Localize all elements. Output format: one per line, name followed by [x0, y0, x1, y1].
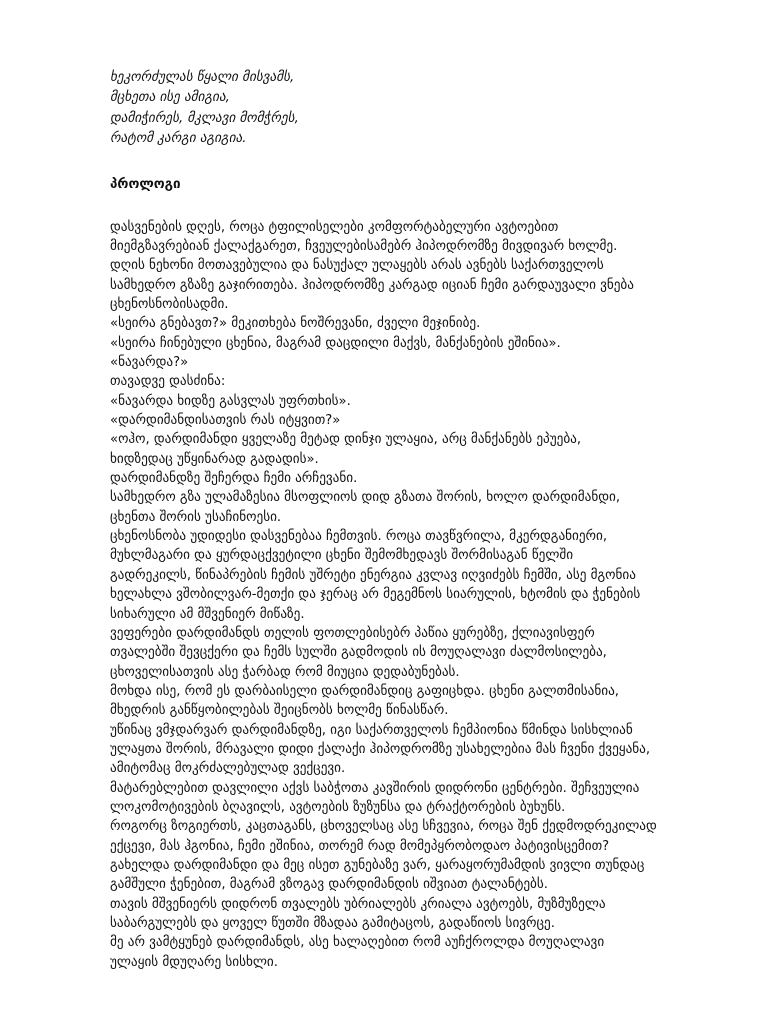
epigraph-line: რატომ კარგი აგიგია. [110, 131, 247, 147]
epigraph-line: დამიჭირეს, მკლავი მომჭრეს, [110, 110, 299, 126]
body-line: დღის ნეხონი მოთავებულია და ნასუქალ ულაყებს არას ავნებს საქართველოს [110, 258, 604, 274]
body-line: როგორც ზოგიერთს, კაცთაგანს, ცხოველსაც ასე სჩვევია, როცა შენ ქედმოდრეკილად [110, 819, 657, 835]
body-line: მხედრის განწყობილებას შეიცნობს ხოლმე წინასწარ. [110, 703, 449, 719]
body-line: ულაყთა შორის, მრავალი დიდი ქალაქი ჰიპოდრომზე უსახელებია მას ჩვენი ქვეყანა, [110, 741, 651, 757]
body-line: მუხლმაგარი და ყურდაცქვეტილი ცხენი შემომხედავს შორმისაგან წელში [110, 548, 574, 564]
body-line: ექცევი, მას ჰგონია, ჩემი ეშინია, თორემ რად მომეპყრობოდაო პატივისცემით? [110, 838, 610, 854]
body-line: საბარგულებს და ყოველ წუთში მზადაა გამიტაცოს, გადაწიოს სივრცე. [110, 916, 555, 931]
body-line: ცხენთა შორის უსაჩინოესი. [110, 509, 282, 525]
body-line: ულაყის მდუღარე სისხლი. [110, 954, 278, 970]
body-line: მოხდა ისე, რომ ეს დარბაისელი დარდიმანდიც გაფიცხდა. ცხენი გალთმისანია, [110, 683, 619, 699]
epigraph-line: ხეკორძულას წყალი მისვამს, [110, 70, 295, 85]
body-line: ცხენოსნობისადმი. [110, 297, 229, 312]
body-line: მატარებლებით დავლილი აქვს საბჭოთა კავშირის დიდრონი ცენტრები. შეჩვეულია [110, 780, 640, 796]
body-line: თვალებში შევცქერი და ჩემს სულში გადმოდის ის მოუღალავი ძალმოსილება, [110, 645, 607, 661]
body-line: ხიდზედაც უწყინარად გადადის». [110, 451, 319, 467]
body-text [110, 218, 728, 972]
body-line: მე არ ვამტყუნებ დარდიმანდს, ასე ხალაღებით რომ აუჩქროლდა მოუღალავი [110, 935, 605, 951]
body-line: ხელახლა ვშობილვარ-მეთქი და ჯერაც არ მეგემნოს სიარულის, ხტომის და ჭენების [110, 587, 641, 603]
body-line: დასვენების დღეს, როცა ტფილისელები კომფორტაბელური ავტოებით [110, 219, 559, 235]
body-line: გახელდა დარდიმანდი და მეც ისეთ გუნებაზე ვარ, ყარაყორუმამდის ვივლი თუნდაც [110, 857, 645, 873]
body-line: «ნავარდა?» [110, 355, 189, 371]
body-line: უწინაც ვმჯდარვარ დარდიმანდზე, იგი საქართველოს ჩემპიონია წმინდა სისხლიან [110, 722, 633, 738]
body-line: «სეირა გნებავთ?» მეკითხება ნოშრევანი, ძველი მეჯინიბე. [110, 316, 481, 332]
chapter-heading: პროლოგი [110, 176, 181, 192]
body-line: სიხარული ამ მშვენიერ მიწაზე. [110, 606, 305, 622]
body-line: «ნავარდა ხიდზე გასვლას უფრთხის». [110, 393, 351, 409]
body-line: თავადვე დასძინა: [110, 374, 226, 390]
body-line: ვეფერები დარდიმანდს თელის ფოთლებისებრ პაწია ყურებზე, ქლიავისფერ [110, 625, 595, 641]
body-line: მიემგზავრებიან ქალაქგარეთ, ჩვეულებისამებრ ჰიპოდრომზე მივდივარ ხოლმე. [110, 238, 618, 254]
body-line: გადრეკილს, წინაპრების ჩემის უშრეტი ენერგია კვლავ იღვიძებს ჩემში, ასე მგონია [110, 567, 636, 583]
body-line: «დარდიმანდისათვის რას იტყვით?» [110, 413, 341, 429]
body-line: გამშული ჭენებით, მაგრამ ვზოგავ დარდიმანდის იშვიათ ტალანტებს. [110, 877, 548, 893]
epigraph-line: მცხეთა ისე ამიგია, [110, 90, 230, 106]
body-line: «ოჰო, დარდიმანდი ყველაზე მეტად დინჯი ულაყია, არც მანქანებს ეპუება, [110, 432, 582, 448]
body-line: ლოკომოტივების ბღავილს, ავტოების ზუზუნსა და ტრაქტორების ბუხუნს. [110, 799, 566, 815]
body-line: თავის მშვენიერს დიდრონ თვალებს უბრიალებს კრიალა ავტოებს, მუზმუზელა [110, 896, 606, 912]
body-line: «სეირა ჩინებული ცხენია, მაგრამ დაცდილი მაქვს, მანქანების ეშინია». [110, 335, 561, 351]
body-line: ამიტომაც მოკრძალებულად ვექცევი. [110, 761, 346, 777]
body-line: სამხედრო გზაზე გაჯირითება. ჰიპოდრომზე კარგად იციან ჩემი გარდაუვალი ვნება [110, 277, 634, 293]
body-line: დარდიმანდზე შეჩერდა ჩემი არჩევანი. [110, 471, 358, 487]
body-line: სამხედრო გზა ულამაზესია მსოფლიოს დიდ გზათა შორის, ხოლო დარდიმანდი, [110, 490, 621, 506]
body-line: ცხოველისათვის ასე ჭარბად რომ მიუცია დედაბუნებას. [110, 664, 460, 680]
body-line: ცხენოსნობა უდიდესი დასვენებაა ჩემთვის. როცა თავწვრილა, მკერდგანიერი, [110, 529, 608, 545]
epigraph [110, 68, 728, 150]
